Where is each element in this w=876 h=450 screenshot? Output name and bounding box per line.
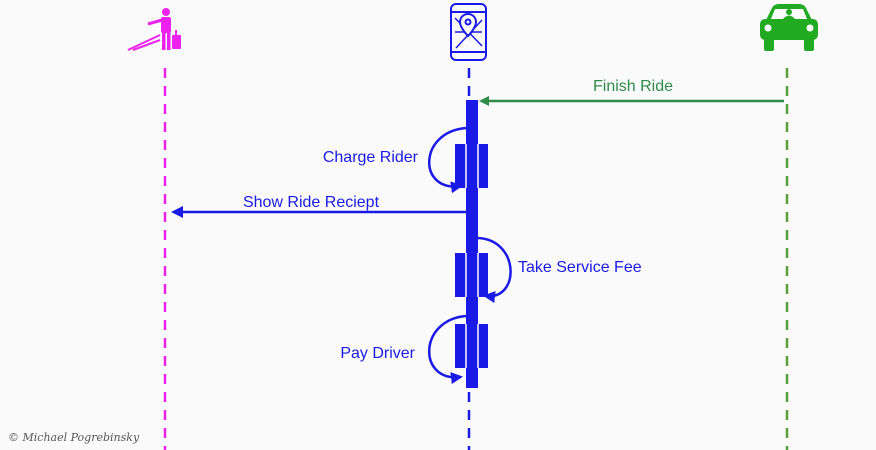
author-credit: © Michael Pogrebinsky: [8, 431, 140, 444]
finish-ride-label: Finish Ride: [592, 78, 674, 95]
taxi-car-driver-icon: [760, 4, 818, 51]
pay-driver-activation: [455, 324, 488, 368]
show-receipt-label: Show Ride Reciept: [242, 194, 380, 211]
take-service-fee-activation: [455, 253, 488, 297]
pay-driver-label: Pay Driver: [340, 345, 415, 362]
phone-map-icon: [451, 4, 486, 60]
charge-rider-label: Charge Rider: [322, 149, 418, 166]
take-service-fee-label: Take Service Fee: [518, 259, 642, 276]
charge-rider-activation: [455, 144, 488, 188]
rider-with-luggage-icon: [128, 8, 181, 50]
